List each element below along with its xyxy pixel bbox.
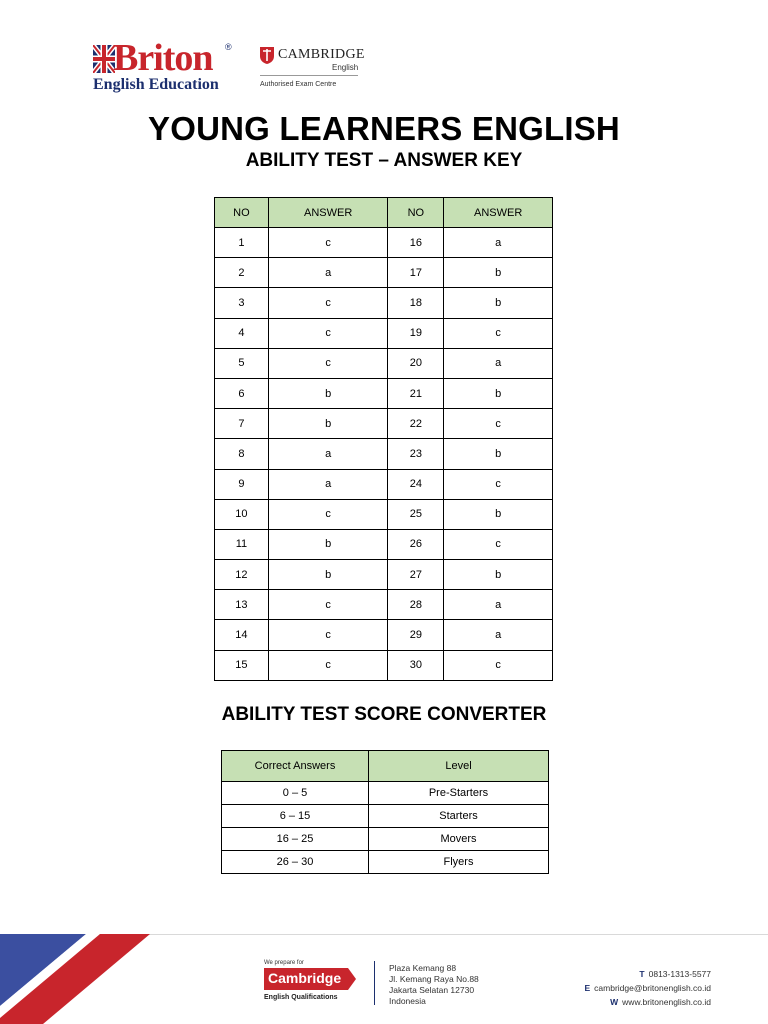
cambridge-english-label: English	[332, 63, 359, 72]
answer-row	[215, 318, 553, 348]
question-number: 6	[215, 378, 269, 408]
level-name: Starters	[369, 805, 549, 828]
cambridge-qualifications-badge	[264, 960, 364, 1012]
question-number: 10	[215, 499, 269, 529]
answer-letter: b	[268, 560, 388, 590]
question-number: 1	[215, 228, 269, 258]
address-block	[389, 963, 479, 1007]
question-number: 8	[215, 439, 269, 469]
answer-letter: b	[444, 439, 553, 469]
answer-letter: c	[444, 318, 553, 348]
briton-logo	[93, 37, 243, 96]
level-name: Flyers	[369, 851, 549, 874]
address-line: Jakarta Selatan 12730	[389, 985, 475, 995]
badge-qualifications-text: English Qualifications	[264, 994, 338, 1001]
question-number: 22	[388, 409, 444, 439]
page-footer	[0, 934, 768, 1024]
cambridge-logo	[260, 46, 370, 94]
header-no: NO	[388, 198, 444, 228]
answer-row	[215, 499, 553, 529]
page-title: YOUNG LEARNERS ENGLISH	[148, 110, 620, 147]
address-line: Plaza Kemang 88	[389, 963, 457, 973]
website-link[interactable]: www.britonenglish.co.id	[622, 997, 711, 1007]
answer-letter: b	[444, 258, 553, 288]
question-number: 14	[215, 620, 269, 650]
answer-row	[215, 590, 553, 620]
email-label: E	[584, 983, 591, 993]
answer-key-table	[214, 197, 553, 681]
header-no: NO	[215, 198, 269, 228]
cambridge-divider	[260, 75, 358, 76]
question-number: 11	[215, 529, 269, 559]
phone-label: T	[639, 969, 645, 979]
answer-letter: b	[268, 529, 388, 559]
web-line	[584, 995, 711, 1009]
answer-letter: a	[444, 620, 553, 650]
answer-letter: c	[444, 650, 553, 680]
page-subtitle: ABILITY TEST – ANSWER KEY	[245, 150, 523, 171]
authorised-centre-label: Authorised Exam Centre	[260, 81, 337, 88]
question-number: 21	[388, 378, 444, 408]
answer-letter: a	[444, 348, 553, 378]
decorative-stripes	[0, 934, 200, 1024]
answer-row	[215, 529, 553, 559]
answer-row	[215, 378, 553, 408]
question-number: 17	[388, 258, 444, 288]
answer-row	[215, 469, 553, 499]
score-range: 26 – 30	[222, 851, 369, 874]
answer-letter: b	[444, 288, 553, 318]
score-range: 0 – 5	[222, 782, 369, 805]
answer-row	[215, 560, 553, 590]
answer-row	[215, 620, 553, 650]
score-range: 6 – 15	[222, 805, 369, 828]
answer-letter: c	[268, 620, 388, 650]
answer-letter: b	[268, 409, 388, 439]
converter-row	[222, 805, 549, 828]
cambridge-wordmark: CAMBRIDGE	[278, 47, 365, 62]
answer-letter: c	[268, 348, 388, 378]
answer-letter: a	[268, 258, 388, 288]
answer-letter: b	[444, 378, 553, 408]
answer-letter: b	[444, 560, 553, 590]
question-number: 13	[215, 590, 269, 620]
question-number: 20	[388, 348, 444, 378]
answer-letter: c	[268, 288, 388, 318]
answer-letter: c	[268, 318, 388, 348]
answer-letter: c	[444, 409, 553, 439]
question-number: 27	[388, 560, 444, 590]
question-number: 24	[388, 469, 444, 499]
converter-row	[222, 782, 549, 805]
question-number: 5	[215, 348, 269, 378]
answer-row	[215, 650, 553, 680]
web-label: W	[610, 997, 619, 1007]
answer-row	[215, 288, 553, 318]
question-number: 2	[215, 258, 269, 288]
converter-row	[222, 828, 549, 851]
badge-prepare-text: We prepare for	[264, 960, 304, 966]
answer-letter: b	[268, 378, 388, 408]
score-converter-title: ABILITY TEST SCORE CONVERTER	[221, 704, 547, 725]
answer-letter: a	[444, 228, 553, 258]
header-level: Level	[369, 751, 549, 782]
question-number: 26	[388, 529, 444, 559]
question-number: 23	[388, 439, 444, 469]
badge-cambridge-text: Cambridge	[268, 970, 342, 986]
answer-row	[215, 228, 553, 258]
email-address: cambridge@britonenglish.co.id	[594, 983, 711, 993]
address-line: Jl. Kemang Raya No.88	[389, 974, 479, 984]
question-number: 3	[215, 288, 269, 318]
answer-letter: c	[444, 529, 553, 559]
question-number: 16	[388, 228, 444, 258]
answer-letter: c	[268, 590, 388, 620]
address-line: Indonesia	[389, 996, 426, 1006]
question-number: 4	[215, 318, 269, 348]
question-number: 7	[215, 409, 269, 439]
question-number: 18	[388, 288, 444, 318]
converter-header-row	[222, 751, 549, 782]
phone-number: 0813-1313-5577	[648, 969, 711, 979]
answer-letter: c	[268, 228, 388, 258]
level-name: Pre-Starters	[369, 782, 549, 805]
email-line	[584, 981, 711, 995]
answer-letter: a	[444, 590, 553, 620]
question-number: 12	[215, 560, 269, 590]
question-number: 9	[215, 469, 269, 499]
score-range: 16 – 25	[222, 828, 369, 851]
answer-letter: c	[444, 469, 553, 499]
answer-letter: c	[268, 499, 388, 529]
question-number: 28	[388, 590, 444, 620]
phone-line	[584, 967, 711, 981]
cambridge-shield-icon	[260, 47, 274, 64]
contact-block	[584, 967, 711, 1009]
briton-subtitle: English Education	[93, 76, 219, 93]
answer-letter: b	[444, 499, 553, 529]
answer-table-header-row	[215, 198, 553, 228]
converter-row	[222, 851, 549, 874]
answer-row	[215, 258, 553, 288]
registered-mark: ®	[225, 42, 232, 52]
question-number: 25	[388, 499, 444, 529]
header-answer: ANSWER	[268, 198, 388, 228]
header-correct-answers: Correct Answers	[222, 751, 369, 782]
question-number: 19	[388, 318, 444, 348]
level-name: Movers	[369, 828, 549, 851]
briton-wordmark: Briton	[113, 37, 213, 79]
union-flag-icon	[93, 45, 115, 73]
answer-letter: a	[268, 439, 388, 469]
score-converter-table	[221, 750, 549, 874]
answer-row	[215, 409, 553, 439]
question-number: 29	[388, 620, 444, 650]
answer-row	[215, 439, 553, 469]
question-number: 15	[215, 650, 269, 680]
converter-table-body	[222, 782, 549, 874]
question-number: 30	[388, 650, 444, 680]
answer-table-body	[215, 228, 553, 681]
answer-row	[215, 348, 553, 378]
answer-letter: c	[268, 650, 388, 680]
footer-divider	[374, 961, 375, 1005]
header-answer: ANSWER	[444, 198, 553, 228]
answer-letter: a	[268, 469, 388, 499]
